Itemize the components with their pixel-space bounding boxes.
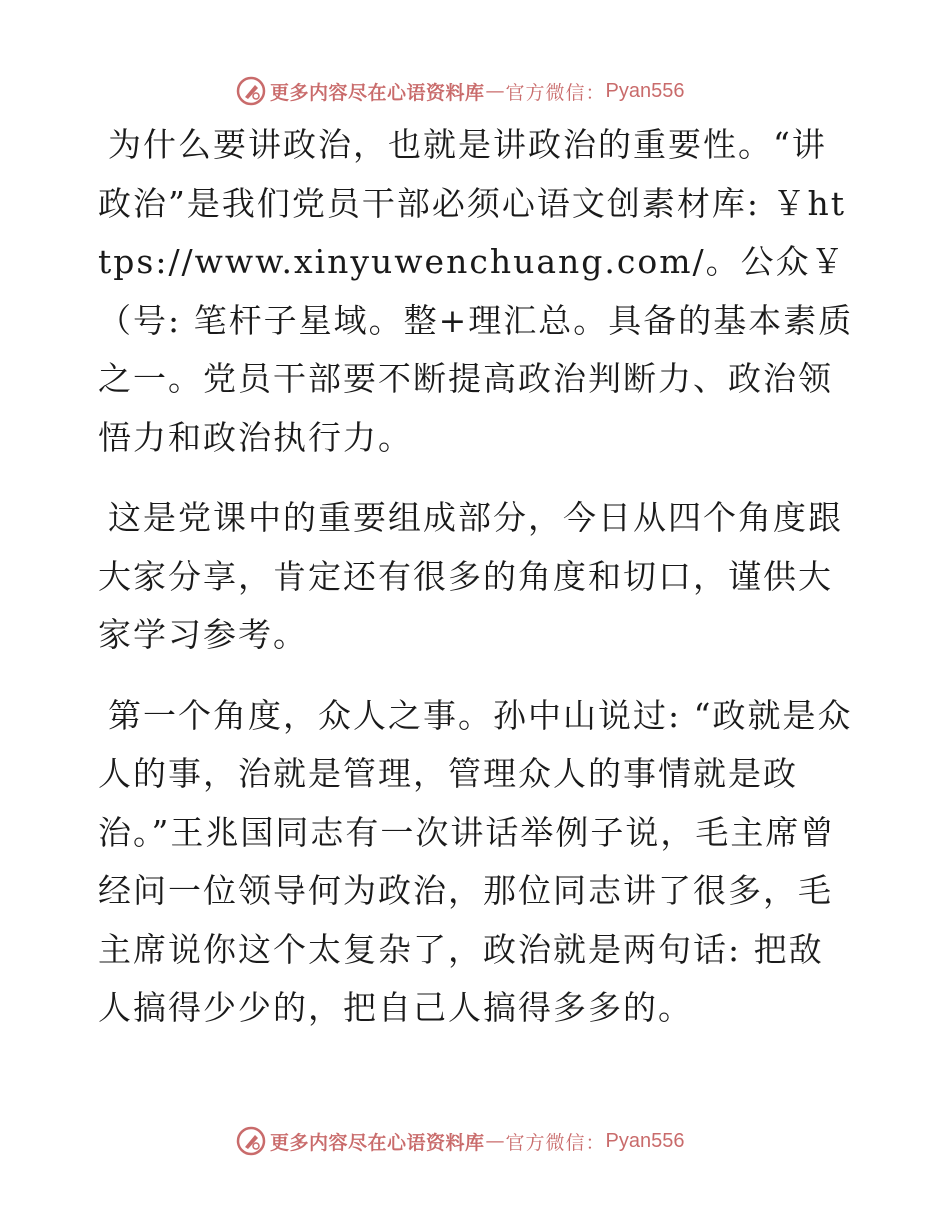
pen-nib-logo-icon	[236, 76, 266, 106]
banner-main-text: 更多内容尽在心语资料库	[270, 81, 485, 104]
banner-main-text: 更多内容尽在心语资料库	[270, 1131, 485, 1154]
paragraph: 这是党课中的重要组成部分，今日从四个角度跟大家分享，肯定还有很多的角度和切口，谨供大家学习参考。	[98, 498, 843, 654]
banner-wechat-handle: Pyan556	[605, 79, 685, 102]
footer-banner	[236, 1124, 716, 1158]
banner-wechat-label: 官方微信：	[505, 1131, 606, 1154]
banner-separator: —	[485, 80, 505, 102]
paragraph: 第一个角度，众人之事。孙中山说过: “政就是众人的事，治就是管理，管理众人的事情就是政治。”王兆国同志有一次讲话举例子说，毛主席曾经问一位领导何为政治，那位同志讲了很多，毛主席说你这个太复杂了，政治就是两句话: 把敌人搞得少少的，把自己人搞得多多的。	[98, 695, 853, 1027]
header-banner	[236, 74, 716, 108]
paragraph: 为什么要讲政治，也就是讲政治的重要性。“讲政治”是我们党员干部必须心语文创素材库: ￥https://www.xinyuwenchuang.com/。公众￥（号: 笔杆子星域。整+理汇总。具备的基本素质之一。党员干部要不断提高政治判断力、政治领悟力和政治执行力。	[98, 125, 854, 457]
banner-wechat-handle: Pyan556	[605, 1129, 685, 1152]
banner-wechat-label: 官方微信：	[505, 81, 606, 104]
banner-separator: —	[485, 1130, 505, 1152]
document-body	[98, 116, 858, 1060]
pen-nib-logo-icon	[236, 1126, 266, 1156]
